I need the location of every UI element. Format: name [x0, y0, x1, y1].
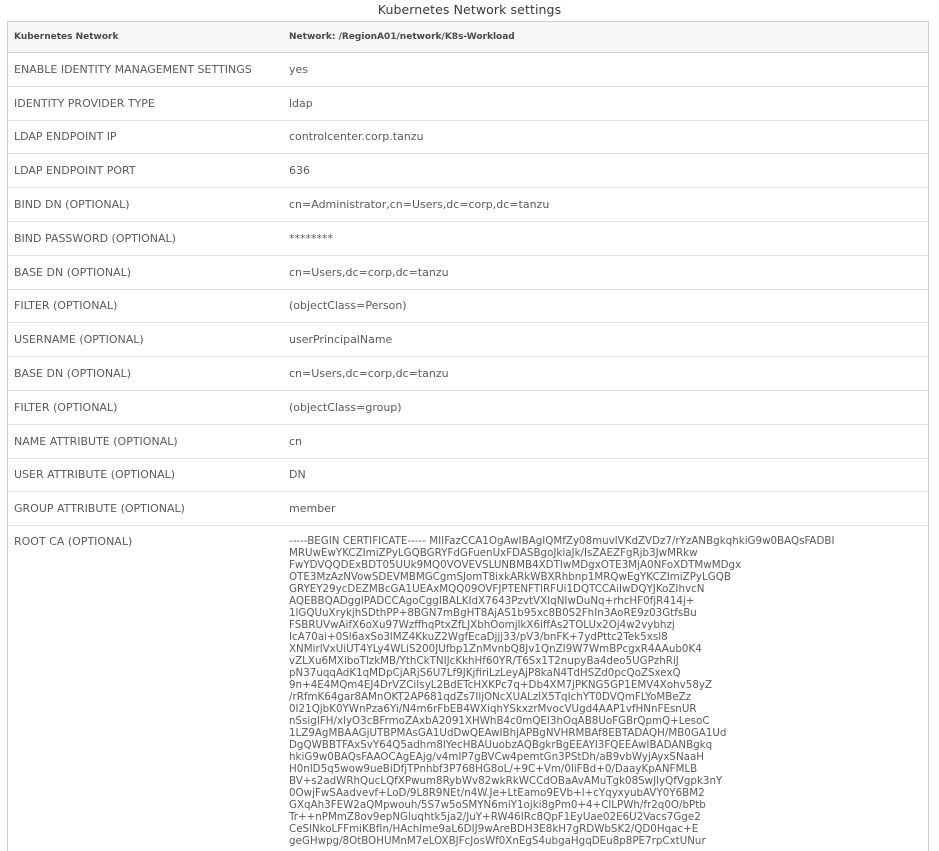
certificate-line: vZLXu6MXiboTlzkMB/YthCkTNIJcKkhHf60YR/T6Sx1T2nupyBa4deo5UGPzhRiJ — [289, 655, 679, 668]
table-row — [8, 459, 928, 493]
setting-value: cn=Administrator,cn=Users,dc=corp,dc=tanzu — [289, 198, 550, 212]
certificate-line: geGHwpg/8OtBOHUMnM7eLOXBJFcJosWf0XnEgS4ubgaHgqDEu8p8PE7rpCxtUNur — [289, 835, 706, 848]
certificate-line: /rRfmK64gar8AMnOKT2AP681qdZs7IljONcXUALzlX5TqIchYT0DVQmFLYoMBeZz — [289, 691, 692, 704]
setting-value: (objectClass=Person) — [289, 299, 407, 313]
certificate-line: OTE3MzAzNVowSDEVMBMGCgmSJomT8ixkARkWBXRhbnp1MRQwEgYKCZImiZPyLGQB — [289, 571, 731, 584]
setting-key: FILTER (OPTIONAL) — [14, 400, 118, 414]
setting-key: USERNAME (OPTIONAL) — [14, 333, 144, 347]
certificate-line: FSBRUVwAifX6oXu97WzffhqPtxZfLJXbhOomjlkX6iffAs2TOLUx2Oj4w2vybhzj — [289, 619, 675, 632]
table-row — [8, 290, 928, 324]
setting-key: BASE DN (OPTIONAL) — [14, 367, 132, 381]
setting-key: GROUP ATTRIBUTE (OPTIONAL) — [14, 502, 185, 516]
setting-value: member — [289, 502, 336, 516]
table-row-root-ca — [8, 526, 928, 847]
table-row — [8, 492, 928, 526]
setting-value: ldap — [289, 96, 313, 110]
table-row — [8, 222, 928, 256]
setting-key: BIND DN (OPTIONAL) — [14, 198, 130, 212]
setting-value: cn — [289, 434, 303, 448]
setting-key: IDENTITY PROVIDER TYPE — [14, 96, 155, 110]
certificate-line: CeSlNkoLFFmiKBfIn/HAchlme9aL6DIJ9wAreBDH3E8kH7gRDWbSK2/QD0Hqac+E — [289, 823, 699, 836]
setting-key: FILTER (OPTIONAL) — [14, 299, 118, 313]
setting-key: ROOT CA (OPTIONAL) — [14, 535, 133, 549]
certificate-line: hkiG9w0BAQsFAAOCAgEAjg/v4mIP7gBVCw4pemtGn3PStDh/aB9vbWyjAyxSNaaH — [289, 751, 705, 764]
setting-value: ******** — [289, 231, 333, 245]
table-row — [8, 188, 928, 222]
setting-value: userPrincipalName — [289, 333, 393, 347]
setting-value: cn=Users,dc=corp,dc=tanzu — [289, 265, 449, 279]
table-header — [8, 22, 928, 53]
table-row — [8, 425, 928, 459]
header-key: Kubernetes Network — [14, 32, 119, 42]
table-row — [8, 87, 928, 121]
setting-value: 636 — [289, 164, 310, 178]
certificate-line: GXqAh3FEW2aQMpwouh/5S7w5oSMYN6miY1ojki8gPm0+4+ClLPWh/fr2q0O/bPtb — [289, 799, 706, 812]
table-row — [8, 121, 928, 155]
certificate-line: 1lGQUuXrykjhSDthPP+8BGN7mBgHT8AjAS1b95xc8B0S2FhIn3AoRE9z03GtfsBu — [289, 607, 697, 620]
setting-value: yes — [289, 62, 309, 76]
certificate-line: nSsigIFH/xlyO3cBFrmoZAxbA2091XHWhB4c0mQEI3hOqAB8UoFGBrQpmQ+LesoC — [289, 715, 710, 728]
certificate-line: DgQWBBTFAxSvY64Q5adhm8lYecHBAUuobzAQBgkrBgEEAYI3FQEEAwIBADANBgkq — [289, 739, 713, 752]
header-value: Network: /RegionA01/network/K8s-Workload — [289, 32, 515, 42]
setting-key: ENABLE IDENTITY MANAGEMENT SETTINGS — [14, 62, 252, 76]
table-row — [8, 357, 928, 391]
certificate-line: GRYEY29ycDEZMBcGA1UEAxMQQ09OVFJPTENFTlRFUi1DQTCCAiIwDQYJKoZIhvcN — [289, 583, 705, 596]
certificate-line: MRUwEwYKCZImiZPyLGQBGRYFdGFuenUxFDASBgoJkiaJk/IsZAEZFgRjb3JwMRkw — [289, 547, 698, 560]
certificate-line: AQEBBQADggIPADCCAgoCggIBALKIdX7643PzvtVXIqNIwDuNq+rhcHF0fjR414j+ — [289, 595, 695, 608]
certificate-line: 0I21QjbK0YWnPza6Yi/N4m6rFbEB4WXiqhYSkxzrMvocVUgd4AAP1vfHNnFEsnUR — [289, 703, 697, 716]
certificate-line: 0OwjFwSAadvevf+LoD/9L8R9NEt/n4W.Je+LtEamo9EVb+l+cYqyxyubAVY0Y6BM2 — [289, 787, 705, 800]
table-row — [8, 154, 928, 188]
certificate-line: 1LZ9AgMBAAGjUTBPMAsGA1UdDwQEAwIBhjAPBgNVHRMBAf8EBTADAQH/MB0GA1Ud — [289, 727, 727, 740]
certificate-line: BV+s2adWRhQucLQfXPwum8RybWv82wkRkWCCdOBaAvAMuTgk08SwJlyQfVgpk3nY — [289, 775, 723, 788]
certificate-line: -----BEGIN CERTIFICATE----- MIIFazCCA1OgAwIBAgIQMfZy08muvlVKdZVDz7/rYzANBgkqhkiG9w0BAQsFADBI — [289, 535, 835, 548]
setting-key: LDAP ENDPOINT IP — [14, 130, 117, 144]
setting-key: BIND PASSWORD (OPTIONAL) — [14, 231, 176, 245]
table-row — [8, 391, 928, 425]
setting-value: controlcenter.corp.tanzu — [289, 130, 424, 144]
settings-table — [7, 21, 929, 851]
certificate-line: Tr++nPMmZ8ov9epNGluqhtk5ja2/JuY+RW46IRc8QpF1EyUae02E6U2Vacs7Gge2 — [289, 811, 701, 824]
dialog-title: Kubernetes Network settings — [377, 2, 562, 17]
setting-value: (objectClass=group) — [289, 400, 402, 414]
table-row — [8, 256, 928, 290]
certificate-line: pN37uqqAdK1qMDpCjARjS6U7Lf9JKjfiriLzLeyAjP8kaN4TdHSZd0pcQoZSxexQ — [289, 667, 681, 680]
certificate-line: IcA70ai+0Sl6axSo3lMZ4KkuZ2WgfEcaDjjj33/pV3/bnFK+7ydPttc2Tek5xsl8 — [289, 631, 668, 644]
setting-value: DN — [289, 468, 306, 482]
setting-key: BASE DN (OPTIONAL) — [14, 265, 132, 279]
certificate-line: FwYDVQQDExBDT05UUk9MQ0VOVEVSLUNBMB4XDTIwMDgxOTE3MjA0NFoXDTMwMDgx — [289, 559, 742, 572]
table-row — [8, 323, 928, 357]
certificate-line: H0nlD5q5wow9ueBiDfjTPnhbf3P768HG8oL/+9C+Vm/0liFBd+0/DaayKpANFMLB — [289, 763, 698, 776]
table-row — [8, 53, 928, 87]
setting-value: cn=Users,dc=corp,dc=tanzu — [289, 367, 449, 381]
setting-key: NAME ATTRIBUTE (OPTIONAL) — [14, 434, 178, 448]
certificate-line: 9n+4E4MQm4EJ4DrVZCiIsyL2BdETcHXKPc7q+Db4XM7jPKNG5GP1EMV4Xohv58yZ — [289, 679, 713, 692]
setting-key: LDAP ENDPOINT PORT — [14, 164, 136, 178]
root-ca-certificate — [283, 535, 928, 847]
setting-key: USER ATTRIBUTE (OPTIONAL) — [14, 468, 176, 482]
certificate-line: XNMirlVxUiUT4YLy4WLiS200JUfbp1ZnMvnbQ8Jv1QnZI9W7WmBPcgxR4AAub0K4 — [289, 643, 702, 656]
